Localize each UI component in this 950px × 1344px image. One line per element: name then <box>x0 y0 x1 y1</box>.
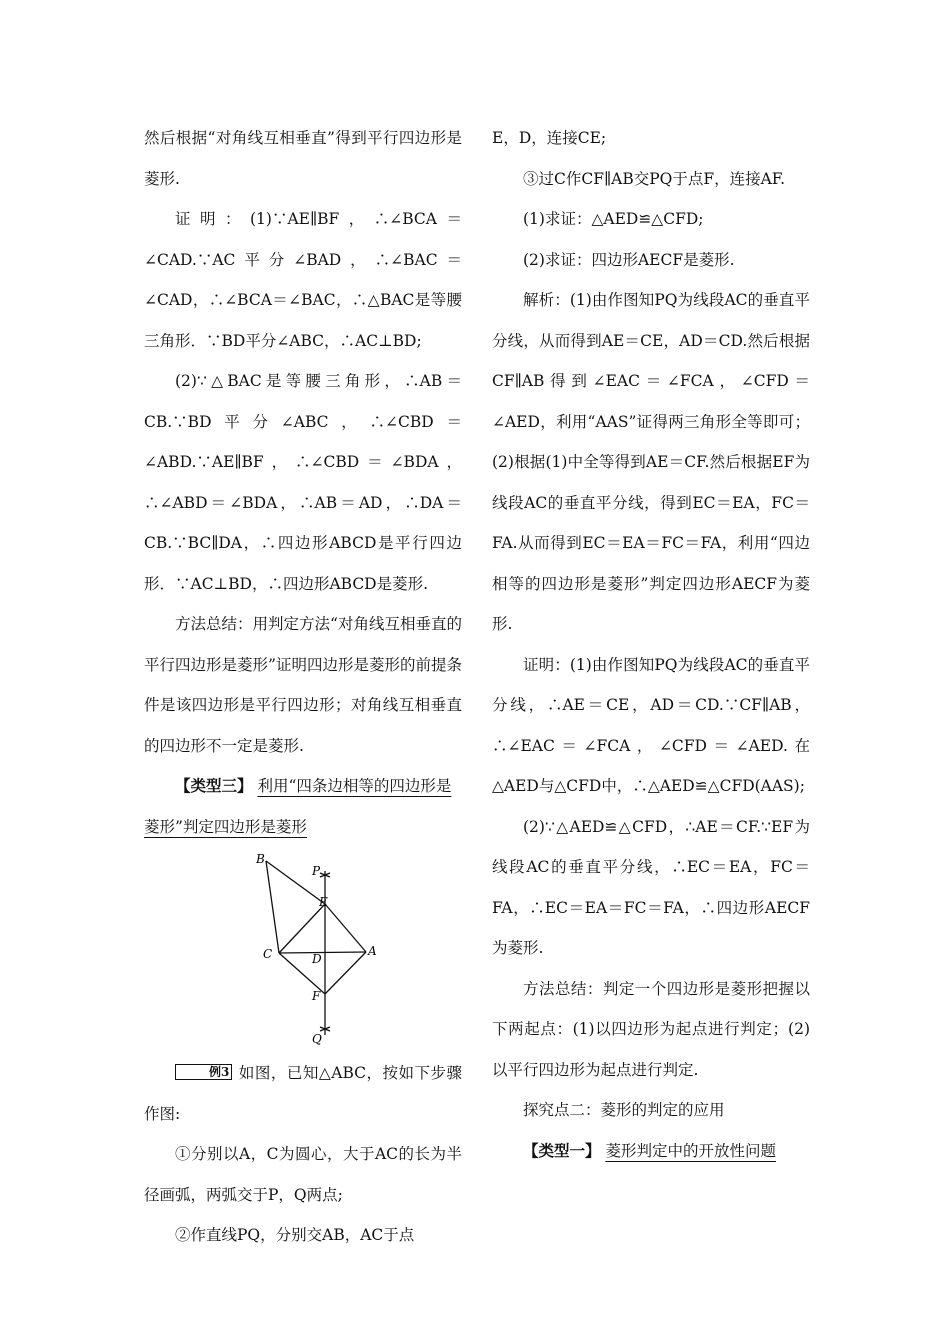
segment-BC <box>266 861 279 953</box>
proof-2: (2)∵△AED≌△CFD，∴AE＝CF.∵EF为线段AC的垂直平分线，∴EC＝EA，FC＝FA，∴EC＝EA＝FC＝FA，∴四边形AECF为菱形. <box>492 817 810 957</box>
segment-CE <box>279 904 325 953</box>
type1-tag: 【类型一】 <box>523 1140 601 1160</box>
question-2: (2)求证：四边形AECF是菱形. <box>523 250 735 269</box>
proof-part-2: (2)∵△BAC是等腰三角形，∴AB＝CB.∵BD平分∠ABC，∴∠CBD＝∠ABD.∵AE∥BF，∴∠CBD＝∠BDA，∴∠ABD＝∠BDA，∴AB＝AD，∴DA＝CB.∵BC∥DA，∴四边形ABCD是平行四边形．∵AC⊥BD，∴四边形ABCD是菱形. <box>144 372 462 593</box>
type3-tag: 【类型三】 <box>175 776 253 795</box>
label-F: F <box>312 989 321 1003</box>
step-2-continued: E，D，连接CE; <box>492 129 607 147</box>
label-C: C <box>263 947 273 961</box>
segment-FA <box>325 952 366 994</box>
method-summary-right: 方法总结：判定一个四边形是菱形把握以下两起点：(1)以四边形为起点进行判定；(2)以平行四边形为起点进行判定. <box>492 979 810 1079</box>
step-2: ②作直线PQ，分别交AB，AC于点 <box>175 1226 415 1244</box>
type3-heading <box>144 766 462 847</box>
segment-EA <box>325 904 366 952</box>
label-A: A <box>368 944 377 958</box>
example-text: 如图，已知△ABC，按如下步骤作图: <box>144 1064 462 1123</box>
type3-title: 利用“四条边相等的四边形是菱形”判定四边形是菱形 <box>144 777 452 836</box>
proof-1: 证明：(1)由作图知PQ为线段AC的垂直平分线，∴AE＝CE，AD＝CD.∵CF∥AB，∴∠EAC＝∠FCA，∠CFD＝∠AED.在△AED与△CFD中，∴△AED≌△CFD(AAS); <box>492 655 810 795</box>
type1-heading <box>492 1131 810 1172</box>
label-Q: Q <box>312 1032 322 1046</box>
type1-title: 菱形判定中的开放性问题 <box>605 1141 776 1160</box>
label-D: D <box>312 952 322 966</box>
label-B: B <box>256 852 265 866</box>
analysis: 解析：(1)由作图知PQ为线段AC的垂直平分线，从而得到AE＝CE，AD＝CD.然后根据CF∥AB得到∠EAC＝∠FCA，∠CFD＝∠AED，利用“AAS”证得两三角形全等即可；(2)根据(1)中全等得到AE＝CF.然后根据EF为线段AC的垂直平分线，得到EC＝EA，FC＝FA.从而得到EC＝EA＝FC＝FA，利用“四边相等的四边形是菱形”判定四边形AECF为菱形. <box>492 291 810 633</box>
segment-CA <box>279 952 366 953</box>
method-summary-left: 方法总结：用判定方法“对角线互相垂直的平行四边形是菱形”证明四边形是菱形的前提条件是该四边形是平行四边形；对角线互相垂直的四边形不一定是菱形. <box>144 615 462 755</box>
label-E: E <box>319 895 328 909</box>
left-paragraph-1: 然后根据“对角线互相垂直”得到平行四边形是菱形. <box>144 129 462 188</box>
step-3: ③过C作CF∥AB交PQ于点F，连接AF. <box>523 169 786 188</box>
example-badge: 例3 <box>175 1064 232 1080</box>
label-P: P <box>312 864 321 878</box>
left-column <box>144 118 462 1256</box>
step-1: ①分别以A，C为圆心，大于AC的长为半径画弧，两弧交于P，Q两点; <box>144 1145 462 1204</box>
question-1: (1)求证：△AED≌△CFD; <box>523 210 704 228</box>
example-3 <box>144 1053 462 1134</box>
exploration-point-2: 探究点二：菱形的判定的应用 <box>523 1101 725 1119</box>
proof-part-1: 证明：(1)∵AE∥BF，∴∠BCA＝∠CAD.∵AC平分∠BAD，∴∠BAC＝∠CAD，∴∠BCA＝∠BAC，∴△BAC是等腰三角形．∵BD平分∠ABC，∴AC⊥BD; <box>144 210 462 350</box>
rhombus-figure <box>232 849 382 1047</box>
right-column <box>492 118 810 1171</box>
